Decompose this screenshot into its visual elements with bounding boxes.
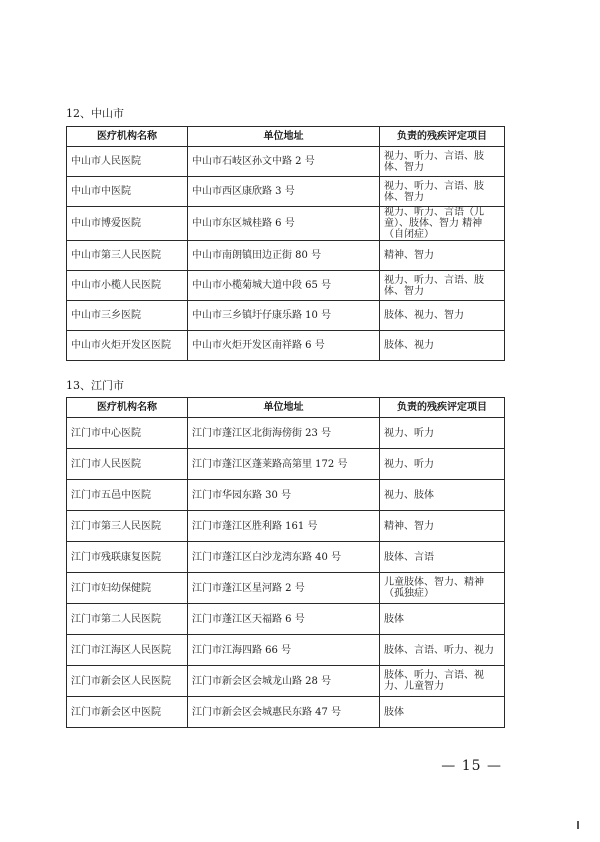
cell-address: 江门市蓬江区蓬莱路高第里 172 号 xyxy=(188,449,380,480)
table-row xyxy=(67,604,505,635)
cell-address: 江门市蓬江区北街海傍街 23 号 xyxy=(188,418,380,449)
cell-hospital-name: 中山市三乡医院 xyxy=(67,301,188,331)
cell-assessment-items: 肢体、言语 xyxy=(380,542,505,573)
cell-address: 江门市蓬江区白沙龙湾东路 40 号 xyxy=(188,542,380,573)
cell-hospital-name: 江门市人民医院 xyxy=(67,449,188,480)
scan-mark xyxy=(577,821,579,829)
cell-assessment-items: 肢体、听力、言语、视力、儿童智力 xyxy=(380,666,505,697)
cell-address: 江门市新会区会城惠民东路 47 号 xyxy=(188,697,380,728)
cell-assessment-items: 肢体 xyxy=(380,604,505,635)
table-row xyxy=(67,418,505,449)
cell-assessment-items: 视力、听力 xyxy=(380,418,505,449)
table-header xyxy=(67,398,505,418)
cell-assessment-items: 视力、肢体 xyxy=(380,480,505,511)
table-row xyxy=(67,449,505,480)
cell-hospital-name: 中山市人民医院 xyxy=(67,147,188,177)
cell-assessment-items: 儿童肢体、智力、精神（孤独症） xyxy=(380,573,505,604)
cell-assessment-items: 肢体、言语、听力、视力 xyxy=(380,635,505,666)
cell-address: 中山市西区康欣路 3 号 xyxy=(188,177,380,207)
cell-address: 江门市蓬江区胜利路 161 号 xyxy=(188,511,380,542)
cell-address: 江门市新会区会城龙山路 28 号 xyxy=(188,666,380,697)
column-header-hospital-name: 医疗机构名称 xyxy=(67,398,188,418)
cell-address: 中山市小榄菊城大道中段 65 号 xyxy=(188,271,380,301)
cell-hospital-name: 江门市残联康复医院 xyxy=(67,542,188,573)
cell-assessment-items: 肢体、视力 xyxy=(380,331,505,361)
cell-assessment-items: 视力、听力 xyxy=(380,449,505,480)
cell-hospital-name: 江门市第二人民医院 xyxy=(67,604,188,635)
cell-assessment-items: 精神、智力 xyxy=(380,241,505,271)
cell-address: 中山市南朗镇田边正街 80 号 xyxy=(188,241,380,271)
cell-address: 江门市蓬江区天福路 6 号 xyxy=(188,604,380,635)
table-row xyxy=(67,542,505,573)
cell-hospital-name: 中山市火炬开发区医院 xyxy=(67,331,188,361)
table-body xyxy=(67,418,505,728)
cell-hospital-name: 江门市中心医院 xyxy=(67,418,188,449)
table-row xyxy=(67,271,505,301)
section-title-jiangmen: 13、江门市 xyxy=(66,379,124,392)
cell-address: 中山市三乡镇圩仔康乐路 10 号 xyxy=(188,301,380,331)
table-row xyxy=(67,635,505,666)
column-header-hospital-name: 医疗机构名称 xyxy=(67,127,188,147)
column-header-address: 单位地址 xyxy=(188,127,380,147)
cell-assessment-items: 视力、听力、言语（儿童）、肢体、智力 精神（自闭症） xyxy=(380,207,505,241)
cell-hospital-name: 江门市妇幼保健院 xyxy=(67,573,188,604)
cell-address: 江门市江海四路 66 号 xyxy=(188,635,380,666)
cell-address: 中山市火炬开发区南祥路 6 号 xyxy=(188,331,380,361)
table-row xyxy=(67,207,505,241)
table-row xyxy=(67,241,505,271)
cell-address: 中山市东区城桂路 6 号 xyxy=(188,207,380,241)
cell-hospital-name: 江门市五邑中医院 xyxy=(67,480,188,511)
page-number: — 15 — xyxy=(441,758,502,774)
table-row xyxy=(67,177,505,207)
cell-hospital-name: 江门市第三人民医院 xyxy=(67,511,188,542)
table-header xyxy=(67,127,505,147)
column-header-address: 单位地址 xyxy=(188,398,380,418)
table-row xyxy=(67,331,505,361)
header-row xyxy=(67,127,505,147)
cell-assessment-items: 肢体、视力、智力 xyxy=(380,301,505,331)
column-header-assessment-items: 负责的残疾评定项目 xyxy=(380,398,505,418)
cell-assessment-items: 视力、听力、言语、肢体、智力 xyxy=(380,147,505,177)
cell-assessment-items: 肢体 xyxy=(380,697,505,728)
cell-address: 中山市石岐区孙文中路 2 号 xyxy=(188,147,380,177)
table-row xyxy=(67,301,505,331)
cell-hospital-name: 中山市博爱医院 xyxy=(67,207,188,241)
cell-hospital-name: 中山市小榄人民医院 xyxy=(67,271,188,301)
cell-hospital-name: 中山市第三人民医院 xyxy=(67,241,188,271)
cell-assessment-items: 视力、听力、言语、肢体、智力 xyxy=(380,177,505,207)
cell-address: 江门市蓬江区星河路 2 号 xyxy=(188,573,380,604)
table-row xyxy=(67,480,505,511)
cell-hospital-name: 中山市中医院 xyxy=(67,177,188,207)
table-row xyxy=(67,511,505,542)
zhongshan-hospital-table xyxy=(66,126,505,361)
jiangmen-hospital-table xyxy=(66,397,505,728)
section-title-zhongshan: 12、中山市 xyxy=(66,107,124,120)
table-row xyxy=(67,573,505,604)
column-header-assessment-items: 负责的残疾评定项目 xyxy=(380,127,505,147)
table-row xyxy=(67,147,505,177)
table-body xyxy=(67,147,505,361)
cell-address: 江门市华园东路 30 号 xyxy=(188,480,380,511)
table-row xyxy=(67,666,505,697)
cell-hospital-name: 江门市江海区人民医院 xyxy=(67,635,188,666)
cell-assessment-items: 视力、听力、言语、肢体、智力 xyxy=(380,271,505,301)
table-row xyxy=(67,697,505,728)
cell-assessment-items: 精神、智力 xyxy=(380,511,505,542)
cell-hospital-name: 江门市新会区人民医院 xyxy=(67,666,188,697)
cell-hospital-name: 江门市新会区中医院 xyxy=(67,697,188,728)
header-row xyxy=(67,398,505,418)
